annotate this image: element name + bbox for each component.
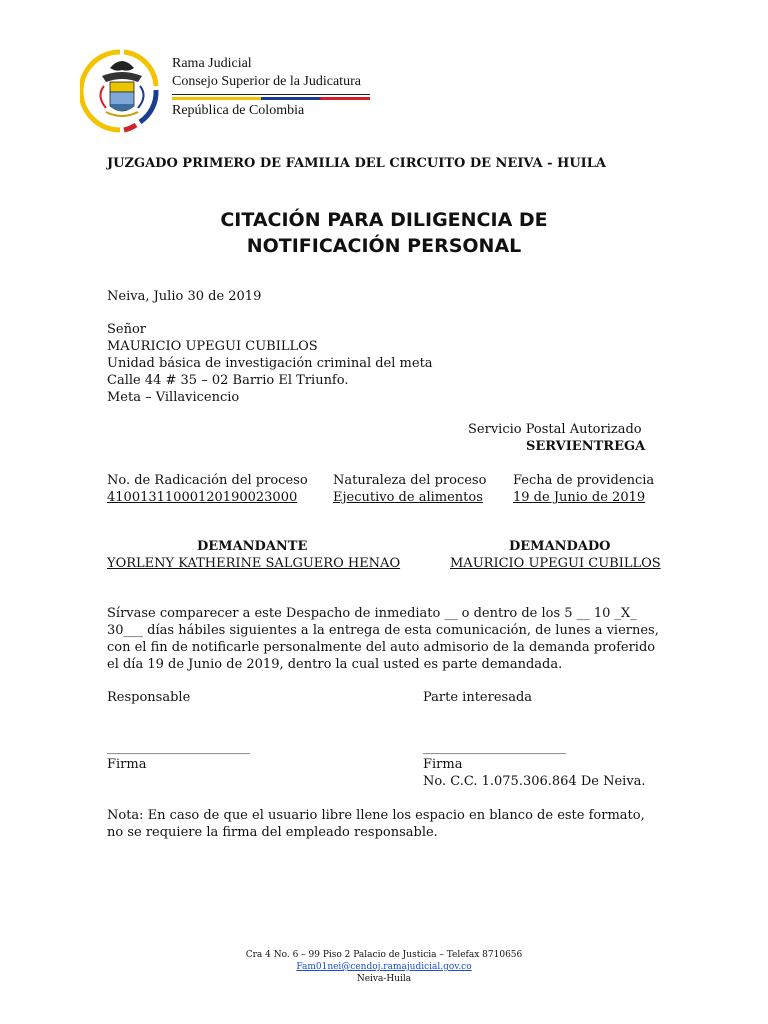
recipient-address: Calle 44 # 35 – 02 Barrio El Triunfo. [107, 373, 349, 388]
body-line-4: el día 19 de Junio de 2019, dentro la cual usted es parte demandada. [107, 657, 563, 672]
radicacion-value: 41001311000120190023000 [107, 490, 298, 505]
postal-label: Servicio Postal Autorizado [468, 422, 642, 437]
recipient-name: MAURICIO UPEGUI CUBILLOS [107, 339, 318, 354]
firma-left: Firma [107, 757, 147, 772]
postal-carrier: SERVIENTREGA [526, 439, 646, 454]
coat-of-arms-logo [80, 46, 164, 136]
responsable-label: Responsable [107, 690, 191, 705]
header-republica: República de Colombia [172, 103, 305, 118]
fecha-value: 19 de Junio de 2019 [513, 490, 646, 505]
court-name: JUZGADO PRIMERO DE FAMILIA DEL CIRCUITO DE NEIVA - HUILA [107, 156, 606, 171]
signature-line-right: ______________________ [423, 740, 566, 755]
body-line-1: Sírvase comparecer a este Despacho de inmediato __ o dentro de los 5 __ 10 _X_ [107, 606, 637, 621]
radicacion-label: No. de Radicación del proceso [107, 473, 308, 488]
recipient-salutation: Señor [107, 322, 147, 337]
footer-email-link[interactable]: Fam01nei@cendoj.ramajudicial.gov.co [296, 962, 472, 972]
note-line-2: no se requiere la firma del empleado responsable. [107, 825, 438, 840]
note-line-1: Nota: En caso de que el usuario libre llene los espacio en blanco de este formato, [107, 808, 645, 823]
header-rama-judicial: Rama Judicial [172, 56, 252, 71]
recipient-org: Unidad básica de investigación criminal del meta [107, 356, 433, 371]
date-line: Neiva, Julio 30 de 2019 [107, 289, 262, 304]
body-line-2: 30___ días hábiles siguientes a la entrega de esta comunicación, de lunes a viernes, [107, 623, 659, 638]
demandante-value: YORLENY KATHERINE SALGUERO HENAO [107, 556, 401, 571]
document-title-line-1: CITACIÓN PARA DILIGENCIA DE [220, 209, 548, 231]
demandado-label: DEMANDADO [509, 539, 611, 554]
header-consejo-superior: Consejo Superior de la Judicatura [172, 74, 361, 89]
body-line-3: con el fin de notificarle personalmente del auto admisorio de la demanda proferido [107, 640, 656, 655]
header-color-rule [172, 97, 370, 100]
id-number: No. C.C. 1.075.306.864 De Neiva. [423, 774, 646, 789]
parte-interesada-label: Parte interesada [423, 690, 533, 705]
naturaleza-label: Naturaleza del proceso [333, 473, 487, 488]
demandante-label: DEMANDANTE [197, 539, 308, 554]
firma-right: Firma [423, 757, 463, 772]
signature-line-left: ______________________ [107, 740, 250, 755]
fecha-label: Fecha de providencia [513, 473, 655, 488]
naturaleza-value: Ejecutivo de alimentos [333, 490, 483, 505]
footer-email-wrap [0, 961, 768, 973]
demandado-value: MAURICIO UPEGUI CUBILLOS [450, 556, 661, 571]
footer-address: Cra 4 No. 6 – 99 Piso 2 Palacio de Justicia – Telefax 8710656 [245, 950, 523, 960]
document-title-line-2: NOTIFICACIÓN PERSONAL [246, 235, 522, 257]
header-rule [172, 94, 370, 95]
recipient-city: Meta – Villavicencio [107, 390, 240, 405]
footer-city: Neiva-Huila [356, 974, 412, 984]
